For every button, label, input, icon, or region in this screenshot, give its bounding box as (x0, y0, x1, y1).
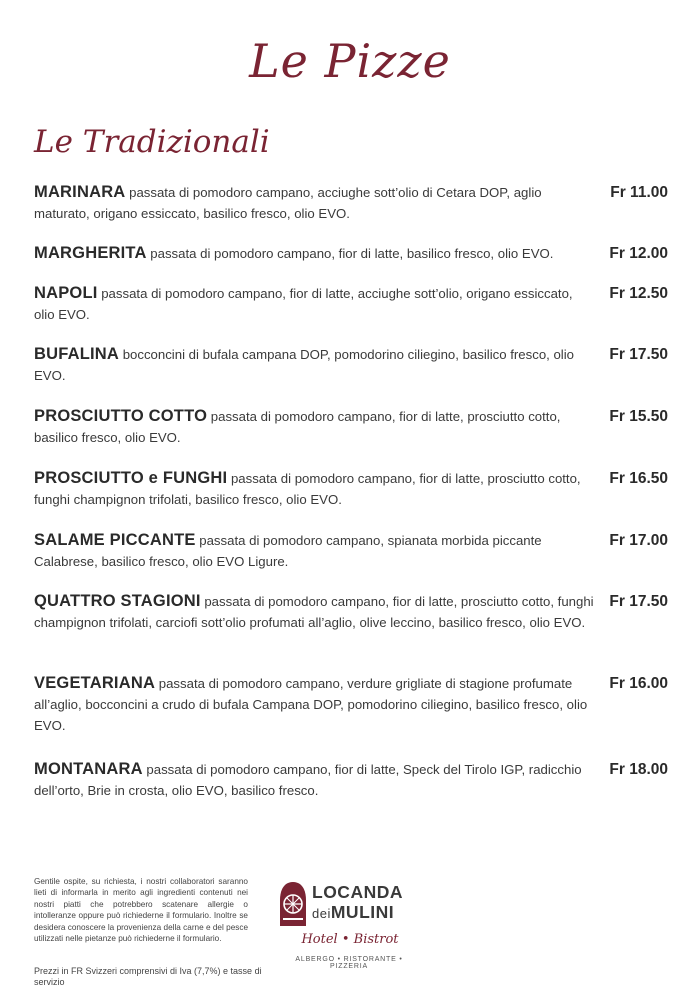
item-description: passata di pomodoro campano, verdure grigliate di stagione profumate all’aglio, bocconcini a crudo di bufala Campana DOP, pomodorino ciliegino, basilico fresco, olio EVO. (34, 676, 588, 733)
item-price: Fr 17.50 (609, 593, 668, 610)
item-price: Fr 16.00 (609, 675, 668, 692)
item-description: passata di pomodoro campano, fior di latte, Speck del Tirolo IGP, radicchio dell’orto, Brie in crosta, olio EVO, basilico fresco. (34, 762, 582, 798)
item-price: Fr 11.00 (610, 184, 668, 201)
section-title: Le Tradizionali (34, 124, 270, 160)
item-price: Fr 15.50 (609, 408, 668, 425)
item-price: Fr 16.50 (609, 470, 668, 487)
logo-dei: dei (312, 906, 331, 921)
prices-note: Prezzi in FR Svizzeri comprensivi di Iva (7,7%) e tasse di servizio (34, 966, 262, 987)
item-name: PROSCIUTTO e FUNGHI (34, 469, 228, 487)
menu-list (34, 182, 670, 820)
item-name: BUFALINA (34, 345, 120, 363)
item-description: passata di pomodoro campano, fior di latte, acciughe sott’olio, origano essiccato, olio EVO. (34, 286, 573, 322)
item-name: QUATTRO STAGIONI (34, 592, 201, 610)
page-title: Le Pizze (249, 34, 451, 88)
item-price: Fr 12.00 (609, 245, 668, 262)
menu-item-marinara (34, 182, 670, 243)
item-description: passata di pomodoro campano, fior di latte, prosciutto cotto, funghi champignon trifolati, carciofi sott’olio profumati all’aglio, olive leccino, basilico fresco, olio EVO. (34, 594, 594, 630)
item-description: bocconcini di bufala campana DOP, pomodorino ciliegino, basilico fresco, olio EVO. (34, 347, 575, 383)
item-description: passata di pomodoro campano, fior di latte, basilico fresco, olio EVO. (150, 246, 554, 261)
mill-wheel-icon (278, 880, 308, 928)
restaurant-logo (278, 880, 428, 972)
item-description: passata di pomodoro campano, fior di latte, prosciutto cotto, funghi champignon trifolati, basilico fresco, olio EVO. (34, 471, 581, 507)
menu-item-salame-piccante (34, 530, 670, 591)
menu-item-quattro-stagioni (34, 591, 670, 673)
item-name: MONTANARA (34, 760, 143, 778)
item-name: SALAME PICCANTE (34, 531, 196, 549)
allergen-note: Gentile ospite, su richiesta, i nostri collaboratori saranno lieti di informarla in merito agli ingredienti contenuti nei nostri piatti che potrebbero scatenare allergie o intolleranze oppure può richiederne il formulario. Inoltre se desidera conoscere la provenienza della carne e del pesce utilizzati nelle pietanze può richiederne il formulario. (34, 877, 248, 944)
logo-subtitle: Hotel • Bistrot (301, 932, 399, 947)
logo-line-2 (312, 902, 394, 923)
menu-item-prosciutto-cotto (34, 406, 670, 468)
menu-item-prosciutto-funghi (34, 468, 670, 530)
menu-item-napoli (34, 283, 670, 344)
menu-item-montanara (34, 759, 670, 820)
item-price: Fr 17.00 (609, 532, 668, 549)
item-price: Fr 17.50 (609, 346, 668, 363)
item-price: Fr 18.00 (609, 761, 668, 778)
item-price: Fr 12.50 (609, 285, 668, 302)
logo-line-1: LOCANDA (312, 882, 403, 902)
menu-item-bufalina (34, 344, 670, 406)
item-description: passata di pomodoro campano, fior di latte, prosciutto cotto, basilico fresco, olio EVO. (34, 409, 561, 445)
item-name: MARGHERITA (34, 244, 147, 262)
item-name: MARINARA (34, 183, 126, 201)
logo-tagline: ALBERGO • RISTORANTE • PIZZERIA (295, 956, 403, 970)
item-name: NAPOLI (34, 284, 98, 302)
item-name: VEGETARIANA (34, 674, 156, 692)
logo-mulini: MULINI (330, 902, 395, 922)
menu-item-margherita (34, 243, 670, 283)
item-description: passata di pomodoro campano, spianata morbida piccante Calabrese, basilico fresco, olio EVO Ligure. (34, 533, 542, 569)
item-description: passata di pomodoro campano, acciughe sott’olio di Cetara DOP, aglio maturato, origano essiccato, basilico fresco, olio EVO. (34, 185, 542, 221)
menu-item-vegetariana (34, 673, 670, 759)
item-name: PROSCIUTTO COTTO (34, 407, 208, 425)
